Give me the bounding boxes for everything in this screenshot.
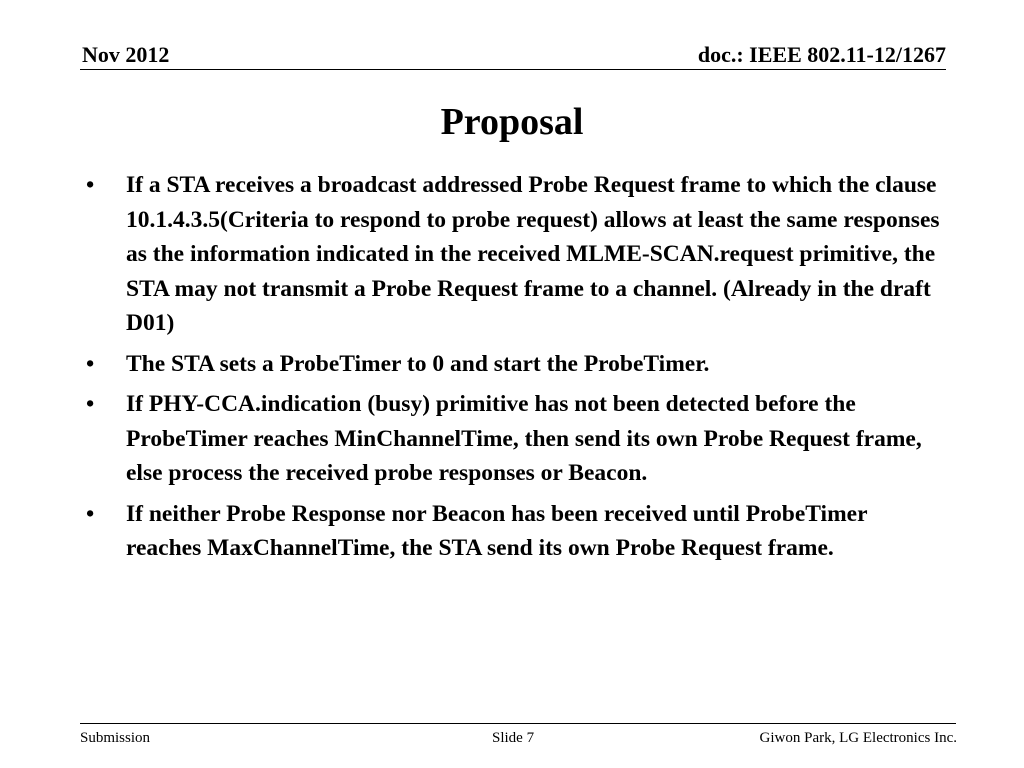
footer-author: Giwon Park, LG Electronics Inc. [759, 730, 957, 746]
bullet-item [86, 497, 944, 566]
bullet-item [86, 387, 944, 491]
header-date: Nov 2012 [82, 42, 170, 67]
bullet-text: If a STA receives a broadcast addressed Probe Request frame to which the clause 10.1.4.3.5(Criteria to respond to probe request) allows at least the same responses as the information indicated in the received MLME-SCAN.request primitive, the STA may not transmit a Probe Request frame to a channel. (Already in the draft D01) [126, 172, 940, 336]
header-divider [80, 69, 946, 70]
bullet-dot-icon: • [86, 172, 95, 198]
slide-title: Proposal [440, 101, 584, 143]
bullet-list [86, 168, 944, 572]
bullet-item [86, 347, 944, 382]
bullet-item [86, 168, 944, 341]
footer-slide-number: Slide 7 [492, 730, 535, 746]
bullet-text: If PHY-CCA.indication (busy) primitive has not been detected before the ProbeTimer reaches MinChannelTime, then send its own Probe Request frame, else process the received probe responses or Beacon. [126, 391, 922, 486]
bullet-text: The STA sets a ProbeTimer to 0 and start the ProbeTimer. [126, 350, 710, 377]
bullet-dot-icon: • [86, 391, 95, 417]
footer-submission: Submission [80, 730, 151, 746]
bullet-text: If neither Probe Response nor Beacon has been received until ProbeTimer reaches MaxChannelTime, the STA send its own Probe Request frame. [126, 500, 868, 561]
bullet-dot-icon: • [86, 350, 95, 377]
bullet-dot-icon: • [86, 500, 95, 527]
footer-divider [80, 723, 956, 724]
header-doc-id: doc.: IEEE 802.11-12/1267 [697, 42, 946, 67]
